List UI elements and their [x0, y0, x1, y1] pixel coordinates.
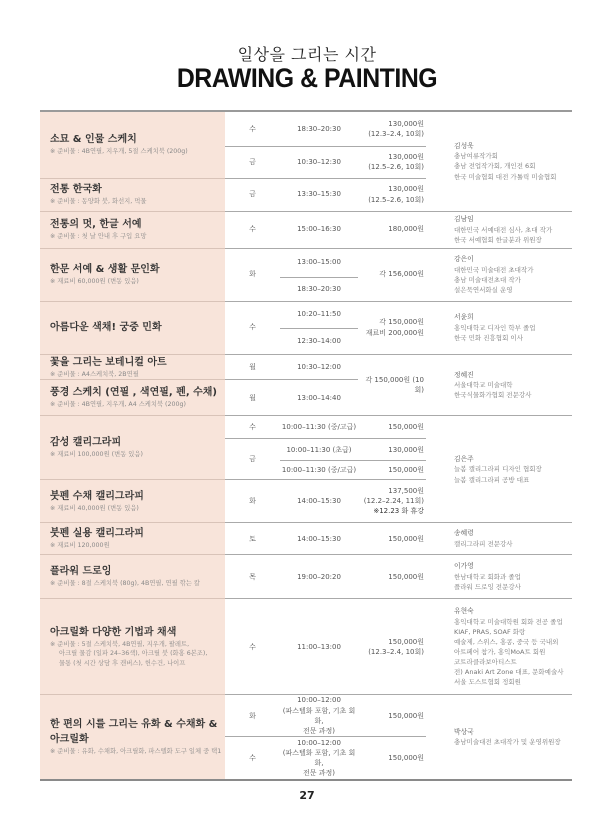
time: 11:00–13:00	[280, 599, 358, 695]
instructor-cell	[426, 416, 572, 523]
course-cell	[40, 380, 225, 416]
course-name: 전통의 멋, 한글 서예	[50, 219, 142, 231]
day: 금	[225, 146, 280, 178]
time-detail: (파스텔화 포함, 기초 회화,	[282, 748, 356, 767]
table-row	[40, 111, 572, 146]
period: (12.3–2.4, 10회)	[368, 129, 424, 138]
day: 수	[225, 211, 280, 248]
instructor-bio: 캘리그라피 전문강사	[454, 539, 513, 548]
instructor-cell	[426, 301, 572, 354]
instructor-bio: 한국 서예협회 한글분과 위원장	[454, 235, 542, 244]
instructor-bio: 한국 미술협회 대전 가톨릭 미술협회	[454, 172, 557, 181]
price-cell	[358, 599, 426, 695]
price: 150,000원	[358, 461, 426, 480]
price: 130,000원	[388, 152, 424, 161]
table-row	[40, 599, 572, 695]
instructor-bio: 충남 전업작가회, 개인전 6회	[454, 162, 536, 171]
time: 13:00–15:00	[280, 248, 358, 277]
instructor-bio: 서울대학교 미술대학	[454, 381, 513, 390]
course-note: ※ 재료비 120,000원	[50, 542, 110, 550]
price: 150,000원	[358, 737, 426, 780]
instructor-bio: 코트라클라보아티스트	[454, 658, 517, 667]
time: 13:00–14:40	[280, 380, 358, 416]
course-table	[40, 110, 572, 781]
day: 토	[225, 523, 280, 555]
price: 각 150,000원	[379, 318, 424, 327]
instructor-name: 이가영	[454, 562, 474, 571]
time: 10:30–12:30	[280, 146, 358, 178]
instructor-bio: 서울 도스트협회 정회원	[454, 678, 521, 687]
price-cell	[358, 178, 426, 211]
instructor-cell	[426, 248, 572, 301]
price-cell	[358, 301, 426, 354]
period: (12.5–2.6, 10회)	[368, 195, 424, 204]
price: 180,000원	[358, 211, 426, 248]
day: 수	[225, 737, 280, 780]
price: 150,000원	[388, 637, 424, 646]
instructor-name: 송혜령	[454, 529, 474, 538]
price: 150,000원	[358, 555, 426, 599]
time: 10:00–12:00	[297, 696, 341, 705]
table-row	[40, 248, 572, 277]
time: 10:00–11:30 (중/고급)	[280, 461, 358, 480]
holiday-note: ※12.23 화 휴강	[373, 507, 424, 516]
instructor-cell	[426, 523, 572, 555]
course-name: 아름다운 색채! 궁중 민화	[50, 322, 162, 333]
day: 수	[225, 301, 280, 354]
price: 130,000원	[388, 185, 424, 194]
course-note: ※ 재료비 60,000원 (변동 있음)	[50, 278, 139, 286]
course-note: ※ 준비물 : 4B연필, 지우개, A4 스케치북 (200g)	[50, 401, 186, 409]
course-note: ※ 재료비 100,000원 (변동 있음)	[50, 451, 143, 459]
time-cell	[280, 695, 358, 737]
instructor-bio: 전) Anaki Art Zone 대표, 문화예술사	[454, 668, 564, 677]
instructor-bio: 플라워 드로잉 전문강사	[454, 583, 521, 592]
course-note: ※ 준비물 : 첫 날 안내 후 구입 요망	[50, 233, 147, 241]
course-note: ※ 준비물 : 8절 스케치북 (80g), 4B연필, 연필 깎는 칼	[50, 580, 200, 588]
day: 월	[225, 380, 280, 416]
material-fee: 재료비 200,000원	[365, 328, 424, 337]
instructor-cell	[426, 599, 572, 695]
instructor-bio: 충남여류작가회	[454, 152, 498, 161]
course-name: 감성 캘리그라피	[50, 437, 122, 449]
instructor-bio: 홍익대학교 디자인 학부 졸업	[454, 323, 536, 332]
price: 130,000원	[358, 439, 426, 461]
day: 화	[225, 480, 280, 523]
day: 수	[225, 111, 280, 146]
time-cell	[280, 737, 358, 780]
instructor-bio: 늘봄 캘리그라피 디자인 협회장	[454, 465, 542, 474]
instructor-name: 유현숙	[454, 607, 474, 616]
price: 각 156,000원	[358, 248, 426, 301]
course-cell	[40, 301, 225, 354]
course-note: ※ 준비물 : 5절 스케치북, 4B연필, 지우개, 팔레트,	[50, 640, 190, 648]
course-cell	[40, 354, 225, 380]
price-cell	[358, 146, 426, 178]
time: 10:30–12:00	[280, 354, 358, 380]
course-cell	[40, 178, 225, 211]
time: 10:20–11:50	[280, 301, 358, 328]
course-name: 꽃을 그리는 보테니컬 아트	[50, 356, 167, 368]
instructor-name: 강은이	[454, 255, 474, 264]
instructor-bio: 충남미술대전 초대작가 및 운영위원장	[454, 738, 561, 747]
course-cell	[40, 211, 225, 248]
time-detail: 전문 과정)	[302, 726, 335, 735]
instructor-cell	[426, 695, 572, 780]
course-name: 한문 서예 & 생활 문인화	[50, 264, 160, 276]
day: 화	[225, 248, 280, 301]
course-note: ※ 준비물 : 동양화 붓, 화선지, 먹물	[50, 198, 147, 206]
day: 월	[225, 354, 280, 380]
course-note: ※ 준비물 : 유화, 수채화, 아크릴화, 파스텔화 도구 일체 중 택1	[50, 748, 222, 756]
course-name: 붓펜 수채 캘리그라피	[50, 490, 144, 502]
day: 수	[225, 416, 280, 439]
instructor-bio: 충남 미술대전초대 작가	[454, 275, 521, 284]
time-detail: 전문 과정)	[302, 769, 335, 778]
instructor-name: 박상국	[454, 727, 474, 736]
table-row	[40, 695, 572, 737]
day: 금	[225, 439, 280, 480]
instructor-bio: 설은묵연서화실 운영	[454, 285, 513, 294]
time: 10:00–11:30 (중/고급)	[280, 416, 358, 439]
instructor-cell	[426, 354, 572, 416]
instructor-cell	[426, 211, 572, 248]
page-title: DRAWING & PAINTING	[176, 63, 438, 93]
instructor-name: 김은주	[454, 454, 474, 463]
course-cell	[40, 416, 225, 480]
instructor-bio: 홍익대학교 미술대학원 회화 전공 졸업	[454, 617, 563, 626]
course-cell	[40, 480, 225, 523]
instructor-name: 정혜진	[454, 370, 474, 379]
instructor-cell	[426, 555, 572, 599]
time: 12:30–14:00	[280, 328, 358, 354]
time: 18:30–20:30	[280, 111, 358, 146]
course-cell	[40, 555, 225, 599]
instructor-bio: 대한민국 미술대전 초대작가	[454, 265, 534, 274]
time: 18:30–20:30	[280, 277, 358, 301]
course-name: 플라워 드로잉	[50, 566, 112, 578]
time: 14:00–15:30	[280, 523, 358, 555]
price: 150,000원	[358, 416, 426, 439]
day: 금	[225, 178, 280, 211]
instructor-name: 김성욱	[454, 141, 474, 150]
price: 150,000원	[358, 695, 426, 737]
course-name: 전통 한국화	[50, 184, 102, 196]
instructor-bio: 예술제, 스위스, 홍콩, 중국 등 국내외	[454, 637, 559, 646]
table-row	[40, 354, 572, 380]
price-cell	[358, 480, 426, 523]
course-note: 아크릴 물감 (일파 24–36색), 아크릴 붓 (화홍 6본조),	[59, 650, 208, 658]
price: 137,500원	[388, 487, 424, 496]
instructor-name: 서윤희	[454, 313, 474, 322]
day: 화	[225, 695, 280, 737]
course-name: 아크릴화 다양한 기법과 채색	[50, 626, 177, 638]
instructor-bio: 늘봄 캘리그라피 공방 대표	[454, 475, 530, 484]
period: (12.3–2.4, 10회)	[368, 647, 424, 656]
time: 10:00–12:00	[297, 738, 341, 747]
instructor-bio: 대한민국 서예대전 심사, 초대 작가	[454, 225, 553, 234]
course-name: 한 편의 시를 그리는 유화 & 수채화 & 아크릴화	[50, 719, 218, 746]
period: (12.2–2.24, 11회)	[363, 497, 424, 506]
course-cell	[40, 248, 225, 301]
table-row	[40, 211, 572, 248]
course-note: 물통 (첫 시간 상담 후 캔버스), 헌수건, 나이프	[59, 660, 186, 668]
instructor-bio: 한국식물화가협회 전문강사	[454, 391, 532, 400]
instructor-name: 김남임	[454, 215, 474, 224]
table-row	[40, 416, 572, 439]
time: 10:00–11:30 (초급)	[280, 439, 358, 461]
table-row	[40, 301, 572, 328]
page-number: 27	[299, 789, 315, 802]
day: 수	[225, 599, 280, 695]
course-name: 붓펜 실용 캘리그라피	[50, 528, 144, 540]
course-cell	[40, 599, 225, 695]
day: 목	[225, 555, 280, 599]
course-note: ※ 준비물 : A4스케치북, 2B연필	[50, 370, 139, 378]
instructor-bio: 한국 민화 진흥협회 이사	[454, 333, 523, 342]
time: 15:00–16:30	[280, 211, 358, 248]
time: 14:00–15:30	[280, 480, 358, 523]
time: 19:00–20:20	[280, 555, 358, 599]
course-cell	[40, 111, 225, 178]
time-detail: (파스텔화 포함, 기초 회화,	[282, 706, 356, 725]
course-name: 풍경 스케치 (연필 , 색연필, 펜, 수채)	[50, 387, 218, 399]
price: 130,000원	[388, 119, 424, 128]
page-subtitle: 일상을 그리는 시간	[237, 45, 377, 64]
price: 각 150,000원 (10회)	[358, 354, 426, 416]
price: 150,000원	[358, 523, 426, 555]
period: (12.5–2.6, 10회)	[368, 163, 424, 171]
time: 13:30–15:30	[280, 178, 358, 211]
instructor-cell	[426, 111, 572, 211]
table-row	[40, 523, 572, 555]
course-cell	[40, 695, 225, 780]
table-row	[40, 555, 572, 599]
course-cell	[40, 523, 225, 555]
course-note: ※ 재료비 40,000원 (변동 있음)	[50, 504, 139, 512]
instructor-bio: 아트페어 참가, 홍익MoA트 회원	[454, 647, 546, 656]
instructor-bio: 한남대학교 회화과 졸업	[454, 572, 521, 581]
instructor-bio: KIAF, PRAS, SOAF 화랑	[454, 627, 526, 636]
course-note: ※ 준비물 : 4B연필, 지우개, 5절 스케치북 (200g)	[50, 148, 188, 156]
course-name: 소묘 & 인물 스케치	[50, 134, 137, 146]
price-cell	[358, 111, 426, 146]
